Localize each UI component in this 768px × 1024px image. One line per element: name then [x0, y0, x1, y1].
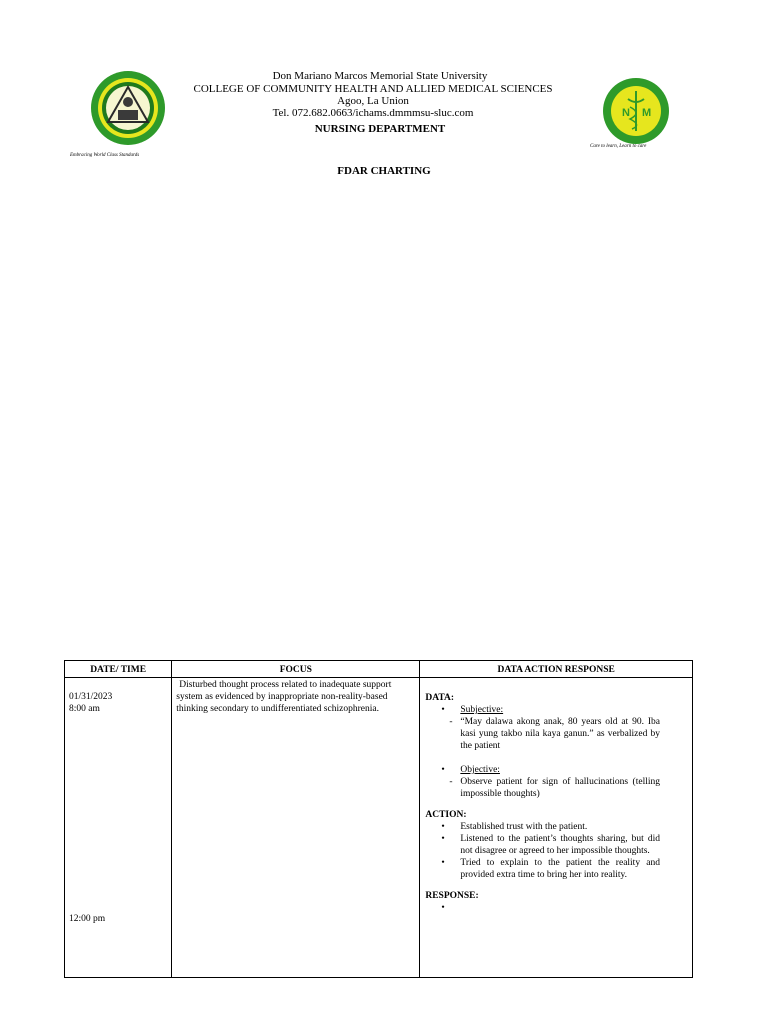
document-title: FDAR CHARTING	[337, 165, 431, 177]
header-date-time: DATE/ TIME	[65, 661, 172, 678]
subjective-item	[425, 704, 660, 764]
action-label: ACTION:	[425, 810, 467, 820]
fdar-table	[64, 660, 693, 978]
department-name: NURSING DEPARTMENT	[314, 123, 446, 135]
subjective-detail: - “May dalawa akong anak, 80 years old at 90. Iba kasi yung takbo nila kaya ganun.” as verbalized by the patient	[449, 717, 660, 751]
objective-detail: - Observe patient for sign of hallucinations (telling impossible thoughts)	[449, 777, 660, 799]
objective-item	[425, 764, 660, 800]
university-name: Don Mariano Marcos Memorial State University	[272, 70, 488, 82]
header-focus: FOCUS	[172, 661, 420, 678]
objective-label: Objective:	[460, 765, 500, 775]
table-row	[65, 678, 693, 978]
action-item: • Established trust with the patient.	[425, 821, 660, 833]
contact-info: Tel. 072.682.0663/ichams.dmmmsu-sluc.com	[272, 107, 474, 119]
action-item: • Listened to the patient’s thoughts sharing, but did not disagree or agreed to her impossible thoughts.	[425, 833, 660, 857]
subjective-label: Subjective:	[460, 705, 504, 715]
college-name: COLLEGE OF COMMUNITY HEALTH AND ALLIED MEDICAL SCIENCES	[193, 83, 553, 95]
data-label: DATA:	[425, 693, 455, 703]
response-item	[425, 902, 660, 914]
logo-initial-n: N	[622, 107, 630, 119]
motto-left: Embracing World Class Standards	[70, 153, 140, 158]
motto-right: Care to learn, Learn to care	[590, 144, 647, 149]
focus-text: Disturbed thought process related to inadequate support system as evidenced by inappropriate non-reality-based thinking secondary to undifferentiated schizophrenia.	[176, 680, 392, 714]
nursing-logo	[602, 77, 670, 145]
action-item: • Tried to explain to the patient the reality and provided extra time to bring her into reality.	[425, 857, 660, 881]
entry-time-end: 12:00 pm	[69, 914, 106, 924]
date-time-cell	[65, 678, 172, 978]
objective-text: Observe patient for sign of hallucinations (telling impossible thoughts)	[460, 777, 660, 799]
address: Agoo, La Union	[337, 95, 409, 107]
focus-cell	[172, 678, 420, 978]
action-list	[425, 821, 660, 881]
header-dar: DATA ACTION RESPONSE	[420, 661, 693, 678]
subjective-text: “May dalawa akong anak, 80 years old at 90. Iba kasi yung takbo nila kaya ganun.” as verbalized by the patient	[460, 717, 660, 751]
dar-cell	[420, 678, 693, 978]
logo-initial-m: M	[642, 107, 652, 119]
response-label: RESPONSE:	[425, 891, 479, 901]
data-list	[425, 704, 660, 800]
response-list	[425, 902, 660, 914]
entry-date: 01/31/2023	[69, 692, 113, 702]
table-header-row	[65, 661, 693, 678]
entry-time-start: 8:00 am	[69, 704, 100, 714]
